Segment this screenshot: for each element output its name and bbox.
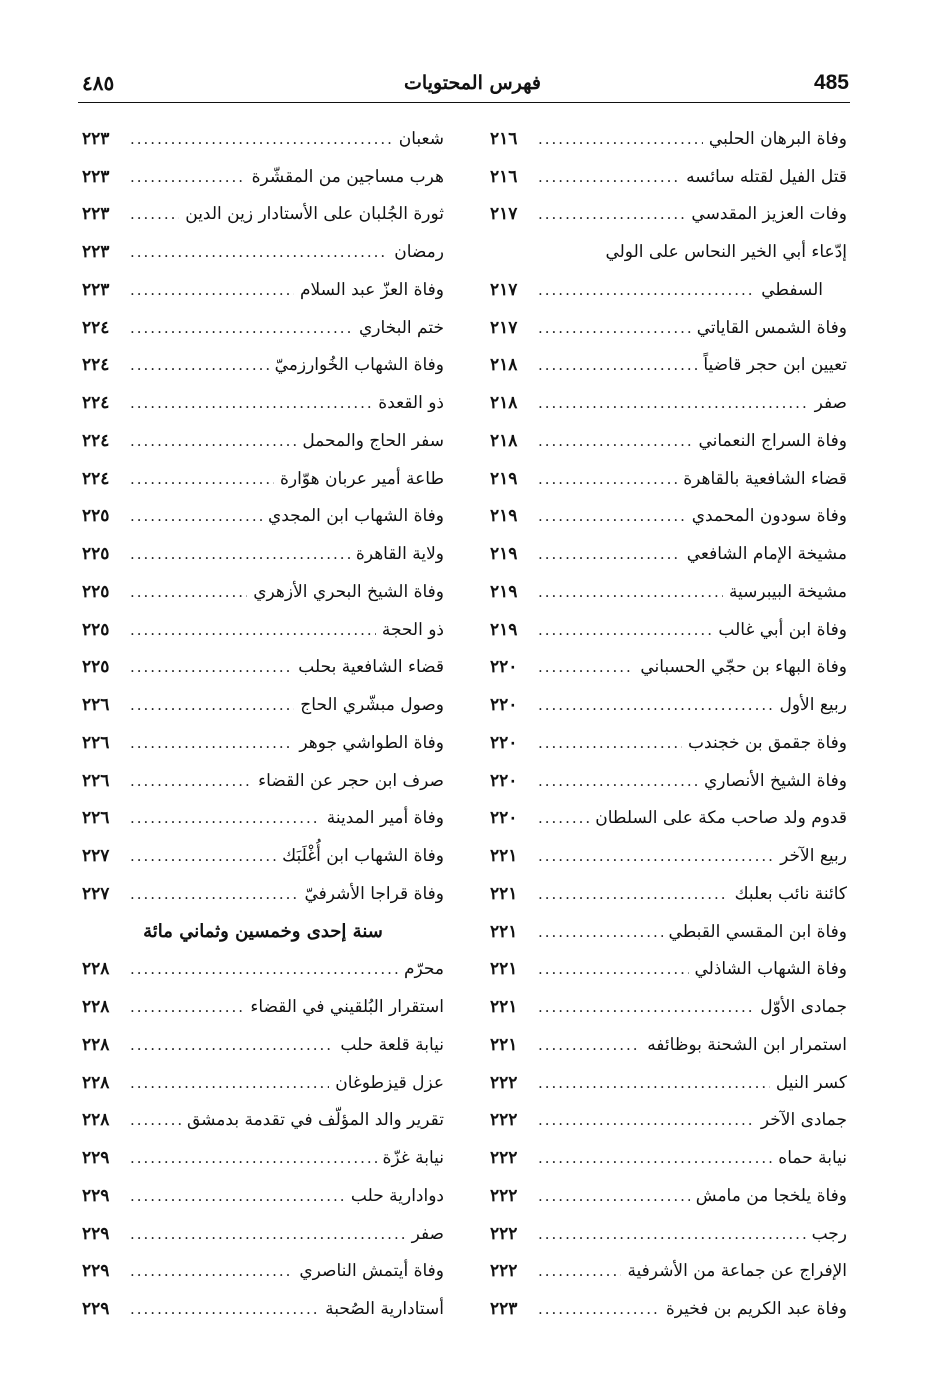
dot-leader (538, 1262, 621, 1280)
dot-leader (538, 394, 809, 412)
toc-entry (490, 686, 847, 724)
toc-entry (82, 1139, 444, 1177)
toc-entry-title: وفاة العزّ عبد السلام (299, 279, 444, 300)
page-number-latin: 485 (813, 71, 849, 94)
toc-entry-page: ٢٢٤ (82, 355, 110, 376)
toc-entry (490, 611, 847, 649)
toc-entry-title: سفر الحاج والمحمل (302, 430, 444, 451)
toc-entry-page: ٢٢٢ (490, 1223, 518, 1244)
dot-leader (130, 1300, 319, 1318)
dot-leader (538, 205, 685, 223)
toc-entry-page: ٢٢٤ (82, 393, 110, 414)
toc-entry (82, 762, 444, 800)
dot-leader (130, 885, 299, 903)
toc-entry (82, 1026, 444, 1064)
dot-leader (130, 1074, 329, 1092)
toc-entry-page: ٢٢٨ (82, 1110, 110, 1131)
toc-entry-page: ٢٢٣ (82, 204, 110, 225)
toc-entry (82, 196, 444, 234)
toc-entry-title: صفر (814, 393, 847, 414)
toc-entry-title: وفاة سودون المحمدي (691, 506, 847, 527)
toc-entry-title: وفاة الشهاب ابن أُغْلَبَك (282, 846, 444, 867)
toc-entry-page: ٢٢٧ (82, 883, 110, 904)
toc-entry-title: وفاة البهاء بن حجّي الحسباني (640, 657, 847, 678)
dot-leader (538, 885, 729, 903)
toc-entry-page: ٢٢٢ (490, 1185, 518, 1206)
toc-entry-page: ٢٢٢ (490, 1072, 518, 1093)
toc-entry-title: نيابة قلعة حلب (340, 1034, 444, 1055)
dot-leader (130, 583, 247, 601)
toc-entry-page: ٢٢٦ (82, 732, 110, 753)
dot-leader (538, 319, 691, 337)
toc-entry-title: وفاة أمير المدينة (326, 808, 444, 829)
running-title: فهرس المحتويات (404, 72, 541, 94)
toc-entry (490, 498, 847, 536)
toc-entry-title: وفاة الشهاب الشاذلي (694, 959, 847, 980)
toc-entry-title: ولاية القاهرة (355, 544, 444, 565)
toc-entry-title: رمضان (394, 242, 444, 263)
year-heading-text: سنة إحدى وخمسين وثماني مائة (143, 921, 383, 943)
toc-entry-page: ٢٢٥ (82, 581, 110, 602)
toc-entry-page: ٢٢٣ (82, 242, 110, 263)
toc-entry (82, 1064, 444, 1102)
dot-leader (538, 772, 698, 790)
toc-entry (490, 271, 847, 309)
dot-leader (130, 1225, 406, 1243)
toc-entry-title: ذو القعدة (378, 393, 444, 414)
toc-entry-page: ٢٢٩ (82, 1299, 110, 1320)
toc-entry-page: ٢٢٦ (82, 808, 110, 829)
toc-entry-title: مشيخة الإمام الشافعي (686, 544, 847, 565)
dot-leader (538, 734, 682, 752)
toc-entry-title: ثورة الجُلبان على الأستادار زين الدين (185, 204, 444, 225)
toc-entry (490, 309, 847, 347)
toc-entry-page: ٢٢٨ (82, 959, 110, 980)
toc-entry-title: وفاة عبد الكريم بن فخيرة (665, 1299, 847, 1320)
toc-entry-page: ٢٢٨ (82, 1034, 110, 1055)
dot-leader (538, 621, 712, 639)
toc-entry-page: ٢٢٢ (490, 1148, 518, 1169)
dot-leader (130, 507, 262, 525)
toc-entry-title: وفاة السراج النعماني (698, 430, 847, 451)
toc-entry-page: ٢٢٤ (82, 468, 110, 489)
toc-entry-title: طاعة أمير عربان هوّارة (279, 468, 444, 489)
dot-leader (130, 545, 350, 563)
toc-entry (490, 120, 847, 158)
toc-entry-title: رجب (811, 1223, 847, 1244)
toc-entry (490, 1253, 847, 1291)
toc-entry (82, 988, 444, 1026)
toc-entry (82, 158, 444, 196)
toc-entry (490, 1290, 847, 1328)
toc-entry-page: ٢٢٥ (82, 619, 110, 640)
dot-leader (538, 847, 774, 865)
toc-entry (82, 120, 444, 158)
toc-entry (82, 271, 444, 309)
toc-entry-title: استمرار ابن الشحنة بوظائفه (647, 1034, 847, 1055)
toc-entry (490, 875, 847, 913)
dot-leader (130, 847, 276, 865)
toc-entry-page: ٢٢٢ (490, 1261, 518, 1282)
dot-leader (130, 205, 179, 223)
toc-entry (82, 800, 444, 838)
year-heading (82, 913, 444, 951)
dot-leader (538, 281, 755, 299)
toc-entry-page: ٢٢٧ (82, 846, 110, 867)
dot-leader (538, 1074, 770, 1092)
dot-leader (130, 356, 269, 374)
toc-entry-page: ٢٢٣ (490, 1299, 518, 1320)
toc-entry (490, 460, 847, 498)
toc-entry (490, 1064, 847, 1102)
toc-entry-page: ٢٢٥ (82, 544, 110, 565)
toc-entry (82, 309, 444, 347)
toc-entry (490, 1215, 847, 1253)
dot-leader (130, 1111, 181, 1129)
toc-entry (490, 422, 847, 460)
toc-entry-page: ٢١٨ (490, 430, 518, 451)
dot-leader (538, 658, 634, 676)
toc-entry-page: ٢٢٨ (82, 997, 110, 1018)
dot-leader (130, 281, 294, 299)
toc-entry-page: ٢٢٩ (82, 1261, 110, 1282)
toc-entry-page: ٢٢٣ (82, 166, 110, 187)
toc-entry (82, 724, 444, 762)
toc-entry-page: ٢٢٠ (490, 695, 518, 716)
toc-entry (490, 988, 847, 1026)
toc-column-right (490, 120, 847, 1328)
toc-entry-title: عزل قيزطوغان (335, 1072, 444, 1093)
toc-entry-title: ربيع الأول (779, 695, 847, 716)
toc-entry-page: ٢١٦ (490, 128, 518, 149)
toc-entry-title: تقرير والد المؤلّف في تقدمة بدمشق (186, 1110, 444, 1131)
toc-column-left (82, 120, 444, 1328)
dot-leader (538, 809, 589, 827)
toc-entry-page: ٢١٩ (490, 619, 518, 640)
toc-entry-title: قضاء الشافعية بحلب (298, 657, 444, 678)
toc-entry-title: وفاة الشهاب ابن المجدي (267, 506, 444, 527)
toc-entry (82, 1253, 444, 1291)
toc-entry-title: وفاة جقمق بن خجندب (688, 732, 847, 753)
toc-entry-title: قضاء الشافعية بالقاهرة (683, 468, 847, 489)
toc-entry-page: ٢٢٠ (490, 657, 518, 678)
toc-entry-title: جمادى الأوّل (760, 997, 847, 1018)
dot-leader (538, 356, 697, 374)
toc-entry-title: وفاة البرهان الحلبي (708, 128, 847, 149)
toc-entry-page: ٢٢٢ (490, 1110, 518, 1131)
toc-entry (490, 800, 847, 838)
toc-entry-title: وفاة يلخجا من مامش (695, 1185, 847, 1206)
toc-entry-title: وفاة الشيخ الأنصاري (704, 770, 847, 791)
toc-entry (490, 837, 847, 875)
dot-leader (538, 1149, 772, 1167)
toc-entry (82, 837, 444, 875)
toc-entry-page: ٢٢١ (490, 846, 518, 867)
toc-entry-page: ٢٢١ (490, 921, 518, 942)
dot-leader (538, 1225, 806, 1243)
toc-entry-page: ٢١٧ (490, 279, 518, 300)
toc-entry-page: ٢١٩ (490, 468, 518, 489)
toc-entry (490, 196, 847, 234)
toc-entry (490, 233, 847, 271)
toc-entry (82, 951, 444, 989)
dot-leader (130, 960, 398, 978)
dot-leader (130, 432, 296, 450)
toc-entry (82, 649, 444, 687)
toc-entry-page: ٢٢٦ (82, 770, 110, 791)
dot-leader (130, 734, 293, 752)
dot-leader (538, 470, 677, 488)
dot-leader (538, 130, 703, 148)
dot-leader (538, 432, 692, 450)
dot-leader (130, 168, 246, 186)
toc-entry-title: قتل الفيل لقتله سائسه (686, 166, 847, 187)
toc-entry-page: ٢٢٤ (82, 317, 110, 338)
toc-entry (490, 573, 847, 611)
dot-leader (538, 960, 689, 978)
toc-entry-page: ٢٢٣ (82, 279, 110, 300)
toc-entry (82, 1290, 444, 1328)
dot-leader (130, 130, 393, 148)
dot-leader (130, 696, 294, 714)
toc-entry-title: صفر (411, 1223, 444, 1244)
toc-entry-title: وفاة ابن أبي غالب (718, 619, 847, 640)
toc-entry-page: ٢٢١ (490, 1034, 518, 1055)
dot-leader (538, 545, 681, 563)
toc-entry-page: ٢٢٠ (490, 808, 518, 829)
toc-entry-title: وفاة الطواشي جوهر (299, 732, 444, 753)
dot-leader (130, 621, 376, 639)
toc-entry-page: ٢٢٠ (490, 770, 518, 791)
toc-entry (82, 1177, 444, 1215)
page-number-arabic: ٤٨٥ (82, 71, 115, 95)
dot-leader (130, 243, 388, 261)
toc-entry-title: نيابة غزّة (382, 1148, 444, 1169)
toc-entry-page: ٢١٨ (490, 393, 518, 414)
toc-entry (490, 158, 847, 196)
toc-entry-page: ٢٢١ (490, 883, 518, 904)
toc-entry (490, 347, 847, 385)
toc-entry (82, 233, 444, 271)
toc-entry-title: صرف ابن حجر عن القضاء (258, 770, 444, 791)
toc-entry (82, 498, 444, 536)
toc-entry (490, 535, 847, 573)
dot-leader (130, 1262, 293, 1280)
toc-entry-title: وفاة الشمس القاياتي (696, 317, 847, 338)
toc-entry-page: ٢٢٨ (82, 1072, 110, 1093)
toc-entry-page: ٢٢٩ (82, 1148, 110, 1169)
toc-entry-title: ذو الحجة (381, 619, 444, 640)
toc-entry (490, 1102, 847, 1140)
toc-entry-title: قدوم ولد صاحب مكة على السلطان (595, 808, 847, 829)
dot-leader (538, 998, 754, 1016)
toc-entry-title: وفاة أيتمش الناصري (299, 1261, 444, 1282)
toc-entry (82, 1215, 444, 1253)
dot-leader (130, 998, 244, 1016)
dot-leader (130, 1187, 345, 1205)
dot-leader (130, 319, 353, 337)
toc-entry-page: ٢٢٠ (490, 732, 518, 753)
toc-entry-title: كسر النيل (775, 1072, 847, 1093)
toc-entry (82, 611, 444, 649)
toc-entry-title: دوادارية حلب (350, 1185, 444, 1206)
toc-entry-page: ٢٢٩ (82, 1185, 110, 1206)
toc-entry-title: وفاة ابن المقسي القبطي (668, 921, 847, 942)
dot-leader (538, 1187, 690, 1205)
toc-entry-title: وصول مبشّري الحاج (300, 695, 444, 716)
toc-entry (490, 649, 847, 687)
toc-entry-title: تعيين ابن حجر قاضياً (703, 355, 847, 376)
toc-entry (82, 686, 444, 724)
toc-entry (490, 762, 847, 800)
dot-leader (538, 1111, 755, 1129)
dot-leader (130, 1036, 334, 1054)
toc-entry (490, 1139, 847, 1177)
toc-entry (490, 384, 847, 422)
dot-leader (130, 658, 292, 676)
toc-entry (490, 913, 847, 951)
toc-entry-title: إدّعاء أبي الخير النحاس على الولي (605, 242, 847, 263)
toc-entry-title: هرب مساجين من المقشّرة (251, 166, 444, 187)
dot-leader (538, 923, 663, 941)
toc-entry (490, 1026, 847, 1064)
toc-entry (82, 535, 444, 573)
toc-entry (82, 1102, 444, 1140)
dot-leader (130, 394, 372, 412)
toc-entry-page: ٢٢٤ (82, 430, 110, 451)
toc-entry-title: السفطي (761, 279, 823, 300)
dot-leader (130, 470, 274, 488)
toc-entry-title: شعبان (398, 128, 444, 149)
toc-entry-title: وفاة الشيخ البحري الأزهري (253, 581, 444, 602)
toc-entry-page: ٢١٧ (490, 204, 518, 225)
toc-entry (82, 347, 444, 385)
dot-leader (130, 772, 252, 790)
toc-entry-page: ٢١٦ (490, 166, 518, 187)
toc-entry (82, 384, 444, 422)
toc-entry-page: ٢٢١ (490, 959, 518, 980)
toc-entry-page: ٢١٧ (490, 317, 518, 338)
dot-leader (538, 696, 773, 714)
dot-leader (538, 1300, 660, 1318)
toc-entry-title: استقرار البُلقيني في القضاء (250, 997, 444, 1018)
toc-entry-title: جمادى الآخر (760, 1110, 847, 1131)
toc-entry (82, 460, 444, 498)
toc-entry-title: نيابة حماه (778, 1148, 847, 1169)
toc-entry-page: ٢٢٣ (82, 128, 110, 149)
dot-leader (538, 1036, 641, 1054)
toc-entry-title: وفاة قراجا الأشرفيّ (304, 883, 444, 904)
toc-entry-page: ٢١٩ (490, 581, 518, 602)
toc-entry (490, 1177, 847, 1215)
toc-entry-page: ٢٢٦ (82, 695, 110, 716)
toc-entry-page: ٢٢٥ (82, 657, 110, 678)
toc-entry-page: ٢٢٥ (82, 506, 110, 527)
toc-entry (490, 724, 847, 762)
toc-entry (82, 875, 444, 913)
toc-entry-title: ختم البخاري (358, 317, 444, 338)
dot-leader (538, 583, 723, 601)
toc-entry-title: ربيع الآخر (780, 846, 847, 867)
toc-entry-title: وفات العزيز المقدسي (691, 204, 847, 225)
toc-entry-title: مشيخة البيبرسية (728, 581, 847, 602)
toc-entry-title: محرّم (404, 959, 444, 980)
toc-entry (490, 951, 847, 989)
header-rule (78, 102, 850, 103)
toc-entry-title: كائنة نائب بعلبك (734, 883, 847, 904)
toc-entry (82, 422, 444, 460)
toc-entry-title: وفاة الشهاب الخُوارزميّ (274, 355, 444, 376)
dot-leader (538, 168, 680, 186)
toc-entry-title: أستادارية الصُحبة (325, 1299, 444, 1320)
dot-leader (130, 1149, 377, 1167)
toc-entry-page: ٢١٩ (490, 506, 518, 527)
toc-entry-title: الإفراج عن جماعة من الأشرفية (627, 1261, 847, 1282)
dot-leader (538, 507, 686, 525)
toc-entry-page: ٢٢١ (490, 997, 518, 1018)
toc-entry-page: ٢١٩ (490, 544, 518, 565)
toc-entry-page: ٢٢٩ (82, 1223, 110, 1244)
toc-entry-page: ٢١٨ (490, 355, 518, 376)
toc-entry (82, 573, 444, 611)
dot-leader (130, 809, 321, 827)
